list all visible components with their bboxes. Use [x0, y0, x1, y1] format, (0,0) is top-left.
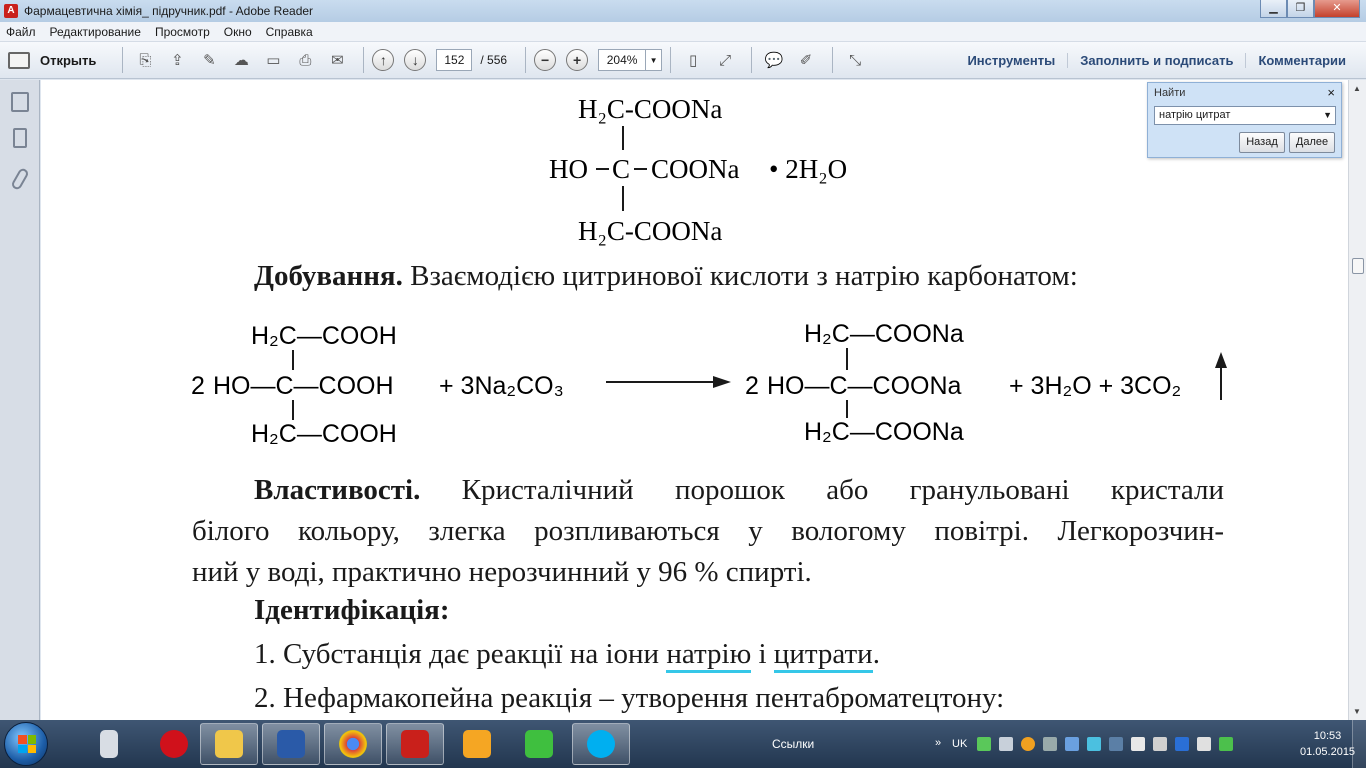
- print-icon[interactable]: ⎙: [299, 51, 312, 69]
- taskbar-music-icon[interactable]: [510, 723, 568, 765]
- item1-prefix: 1. Субстанція дає реакції на іони: [254, 638, 660, 670]
- find-close-icon[interactable]: ×: [1327, 85, 1335, 100]
- open-label: Открыть: [40, 52, 97, 68]
- navigation-pane: [0, 80, 40, 720]
- taskbar-chrome-icon[interactable]: [324, 723, 382, 765]
- toolbar-separator: [122, 47, 123, 73]
- show-desktop-button[interactable]: [1352, 720, 1366, 768]
- gas-arrowhead: [1215, 352, 1227, 368]
- minimize-button[interactable]: ▁: [1260, 0, 1287, 18]
- properties-paragraph: [192, 470, 1224, 593]
- formula1-coona: COONa: [651, 154, 740, 184]
- menu-bar: [0, 22, 1366, 42]
- chevron-down-icon[interactable]: ▼: [645, 50, 661, 70]
- adobe-reader-icon: A: [4, 4, 18, 18]
- find-back-button[interactable]: Назад: [1239, 132, 1285, 153]
- fit-width-icon[interactable]: ⤢: [719, 51, 732, 69]
- clock[interactable]: [1300, 728, 1355, 760]
- item2-text: 2. Нефармакопейна реакція – утворення пентаброматецтону:: [254, 682, 1005, 714]
- product-bottom: H₂C—COONa: [804, 418, 964, 446]
- window-controls: [1260, 0, 1360, 18]
- tray-app-icon[interactable]: [1043, 737, 1057, 751]
- bluetooth-icon[interactable]: [1175, 737, 1189, 751]
- create-pdf-icon[interactable]: ⎘: [139, 51, 152, 69]
- tools-link[interactable]: Инструменты: [967, 53, 1056, 68]
- acid-top: H₂C—COOH: [251, 322, 397, 350]
- formula1-top: H₂C-COONa: [578, 94, 723, 124]
- bookmarks-icon[interactable]: [13, 128, 27, 148]
- tray-antivirus-icon[interactable]: [1087, 737, 1101, 751]
- start-button[interactable]: [4, 722, 48, 766]
- taskbar-file-icon[interactable]: [80, 723, 138, 765]
- properties-text-3: ний у воді, практично нерозчинний у 96 % спирті.: [192, 556, 812, 588]
- properties-text-1: Кристалічний порошок або гранульовані кристали: [461, 474, 1225, 506]
- zoom-in-button[interactable]: +: [566, 49, 588, 71]
- page-thumbnails-icon[interactable]: [11, 92, 29, 112]
- language-indicator[interactable]: UK: [952, 738, 968, 750]
- find-next-button[interactable]: Далее: [1289, 132, 1335, 153]
- formula1-c: C: [612, 154, 631, 184]
- toolbar-separator: [751, 47, 752, 73]
- previous-page-button[interactable]: ↑: [372, 49, 394, 71]
- identification-item-2: [254, 678, 1004, 719]
- page-total: / 556: [480, 53, 508, 67]
- comments-link[interactable]: Комментарии: [1245, 53, 1358, 68]
- email-icon[interactable]: ✉: [331, 52, 344, 69]
- item1-and: і: [758, 638, 767, 670]
- zoom-value: 204%: [606, 53, 638, 67]
- toolbar-separator: [832, 47, 833, 73]
- formula1-bottom: H₂C-COONa: [578, 216, 723, 246]
- export-pdf-icon[interactable]: ⇪: [171, 52, 184, 69]
- vertical-scrollbar[interactable]: [1348, 80, 1366, 720]
- zoom-out-button[interactable]: −: [534, 49, 556, 71]
- edit-pdf-icon[interactable]: ✎: [203, 52, 216, 69]
- system-tray: [952, 730, 1241, 758]
- obtaining-heading: Добування.: [254, 260, 403, 292]
- product-mid: HO—C—COONa: [767, 372, 962, 400]
- menu-file[interactable]: Файл: [6, 24, 36, 39]
- attachments-icon[interactable]: [10, 167, 30, 191]
- taskbar-adobe-reader-icon[interactable]: [386, 723, 444, 765]
- item1-end: .: [872, 638, 880, 670]
- find-panel: [1147, 82, 1342, 158]
- close-button[interactable]: ✕: [1314, 0, 1360, 18]
- clock-time: 10:53: [1313, 730, 1342, 742]
- save-icon[interactable]: ▭: [266, 52, 281, 69]
- reaction-scheme: [41, 80, 1348, 720]
- links-toolbar[interactable]: Ссылки: [772, 737, 815, 751]
- window-title: Фармацевтична хімія_ підручник.pdf - Adobe Reader: [24, 4, 314, 18]
- links-chevron-icon[interactable]: »: [935, 737, 942, 749]
- product-top: H₂C—COONa: [804, 320, 964, 348]
- open-button[interactable]: [8, 52, 96, 69]
- action-center-icon[interactable]: [1131, 737, 1145, 751]
- reagent: + 3Na₂CO₃: [439, 372, 564, 400]
- toolbar-separator: [525, 47, 526, 73]
- title-bar: [0, 0, 1366, 22]
- byproducts: + 3H₂O + 3CO₂: [1009, 372, 1182, 400]
- windows-logo-icon: [18, 735, 36, 753]
- cloud-upload-icon[interactable]: ☁: [233, 52, 249, 69]
- scroll-down-icon[interactable]: ▼: [1353, 707, 1361, 716]
- menu-window[interactable]: Окно: [223, 24, 252, 39]
- maximize-button[interactable]: ❐: [1287, 0, 1314, 18]
- scroll-up-icon[interactable]: ▲: [1353, 84, 1361, 93]
- acid-bottom: H₂C—COOH: [251, 420, 397, 448]
- folder-icon: [8, 52, 30, 69]
- toolbar-separator: [670, 47, 671, 73]
- find-input[interactable]: [1154, 106, 1336, 125]
- reaction-arrowhead: [713, 376, 731, 388]
- right-coefficient: 2: [745, 372, 759, 400]
- properties-heading: Властивості.: [254, 474, 421, 506]
- document-page: [41, 80, 1348, 720]
- find-title: Найти: [1154, 87, 1186, 99]
- taskbar: [0, 720, 1366, 768]
- identification-heading: [254, 590, 450, 631]
- menu-edit[interactable]: Редактирование: [49, 24, 141, 39]
- menu-view[interactable]: Просмотр: [154, 24, 210, 39]
- tray-skype-icon[interactable]: [1021, 737, 1035, 751]
- tray-device-icon[interactable]: [1153, 737, 1167, 751]
- taskbar-word-icon[interactable]: [262, 723, 320, 765]
- find-query: натрію цитрат: [1159, 109, 1231, 121]
- fill-sign-link[interactable]: Заполнить и подписать: [1067, 53, 1245, 68]
- identification-item-1: [254, 634, 880, 675]
- obtaining-text: Взаємодією цитринової кислоти з натрію карбонатом:: [410, 260, 1078, 292]
- properties-text-2: білого кольору, злегка розпливаються у вологому повітрі. Легкорозчин-: [192, 515, 1224, 547]
- taskbar-virgin-icon[interactable]: [145, 723, 203, 765]
- menu-help[interactable]: Справка: [265, 24, 313, 39]
- search-hit-sodium: натрію: [666, 638, 751, 673]
- scrollbar-thumb[interactable]: [1352, 258, 1364, 274]
- taskbar-media-player-icon[interactable]: [448, 723, 506, 765]
- toolbar-separator: [363, 47, 364, 73]
- next-page-button[interactable]: ↓: [404, 49, 426, 71]
- taskbar-skype-icon[interactable]: [572, 723, 630, 765]
- full-screen-icon[interactable]: ⤡: [849, 51, 862, 69]
- volume-icon[interactable]: [999, 737, 1013, 751]
- properties-line-1: [192, 470, 1224, 511]
- identification-heading-text: Ідентифікація:: [254, 594, 450, 626]
- search-hit-citrate: цитрати: [774, 638, 873, 673]
- zoom-select[interactable]: [598, 49, 662, 71]
- highlight-icon[interactable]: ✐: [799, 52, 813, 69]
- acid-mid: HO—C—COOH: [213, 372, 394, 400]
- left-coefficient: 2: [191, 372, 205, 400]
- sticky-note-icon[interactable]: 💬: [764, 52, 784, 69]
- tray-update-icon[interactable]: [1219, 737, 1233, 751]
- taskbar-explorer-icon[interactable]: [200, 723, 258, 765]
- formula1-hydrate: • 2H₂O: [769, 154, 848, 184]
- tray-sync-icon[interactable]: [1065, 737, 1079, 751]
- toolbar: [0, 42, 1366, 79]
- network-icon[interactable]: [1197, 737, 1211, 751]
- chevron-down-icon[interactable]: ▼: [1323, 110, 1332, 120]
- toolbar-right-links: [955, 42, 1358, 79]
- tray-vk-icon[interactable]: [1109, 737, 1123, 751]
- page-number-input[interactable]: 152: [436, 49, 472, 71]
- fit-page-icon[interactable]: ▯: [688, 52, 698, 69]
- formula1-ho: HO: [549, 154, 588, 184]
- clock-date: 01.05.2015: [1300, 746, 1356, 758]
- tray-green-icon[interactable]: [977, 737, 991, 751]
